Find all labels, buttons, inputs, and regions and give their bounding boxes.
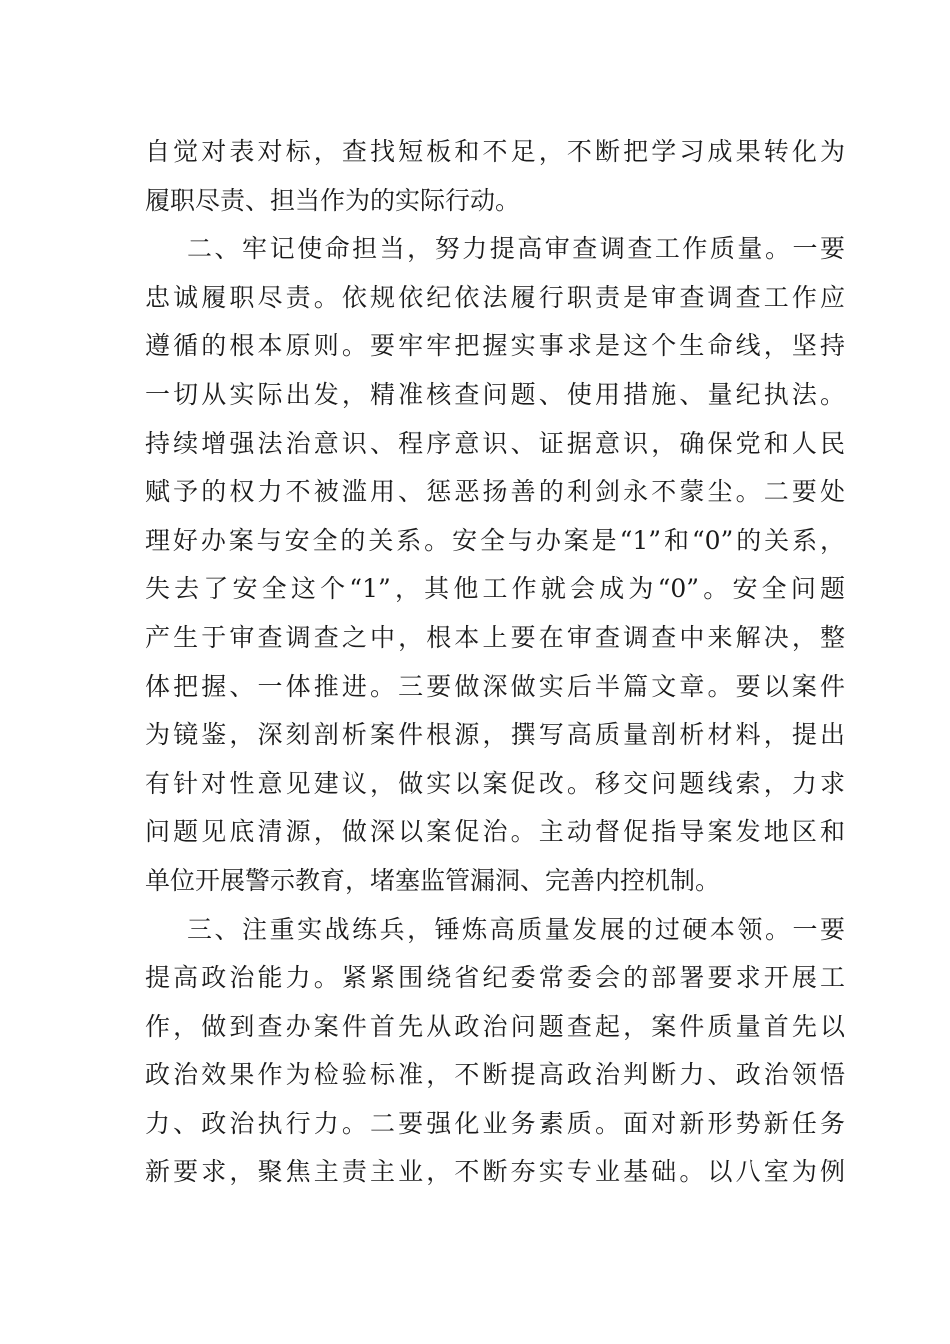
text-line-14: 有针对性意见建议，做实以案促改。移交问题线索，力求 — [145, 768, 845, 798]
text-line-9: 理好办案与安全的关系。安全与办案是“1”和“0”的关系， — [145, 525, 845, 555]
text-line-6: 一切从实际出发，精准核查问题、使用措施、量纪执法。 — [145, 379, 845, 409]
text-line-10: 失去了安全这个“1”，其他工作就会成为“0”。安全问题 — [145, 574, 845, 604]
text-line-4: 忠诚履职尽责。依规依纪依法履行职责是审查调查工作应 — [145, 282, 845, 312]
text-line-11: 产生于审查调查之中，根本上要在审查调查中来解决，整 — [145, 622, 845, 652]
text-line-2: 履职尽责、担当作为的实际行动。 — [145, 185, 521, 215]
text-line-22: 新要求，聚焦主责主业，不断夯实专业基础。以八室为例 — [145, 1157, 845, 1187]
text-line-18: 提高政治能力。紧紧围绕省纪委常委会的部署要求开展工 — [145, 963, 845, 993]
body-text — [145, 128, 845, 1197]
section-two-heading-line: 二、牢记使命担当，努力提高审查调查工作质量。一要 — [187, 234, 845, 264]
text-line-13: 为镜鉴，深刻剖析案件根源，撰写高质量剖析材料，提出 — [145, 720, 845, 750]
text-line-7: 持续增强法治意识、程序意识、证据意识，确保党和人民 — [145, 428, 845, 458]
text-line-8: 赋予的权力不被滥用、惩恶扬善的利剑永不蒙尘。二要处 — [145, 477, 845, 507]
text-line-1: 自觉对表对标，查找短板和不足，不断把学习成果转化为 — [145, 137, 845, 166]
text-line-20: 政治效果作为检验标准，不断提高政治判断力、政治领悟 — [145, 1060, 845, 1090]
text-line-19: 作，做到查办案件首先从政治问题查起，案件质量首先以 — [145, 1011, 845, 1041]
text-line-15: 问题见底清源，做深以案促治。主动督促指导案发地区和 — [145, 817, 845, 847]
section-three-heading-line: 三、注重实战练兵，锤炼高质量发展的过硬本领。一要 — [187, 914, 845, 944]
text-line-12: 体把握、一体推进。三要做深做实后半篇文章。要以案件 — [145, 671, 845, 701]
text-line-5: 遵循的根本原则。要牢牢把握实事求是这个生命线，坚持 — [145, 331, 845, 361]
text-line-16: 单位开展警示教育，堵塞监管漏洞、完善内控机制。 — [145, 865, 721, 895]
text-line-21: 力、政治执行力。二要强化业务素质。面对新形势新任务 — [145, 1108, 845, 1138]
